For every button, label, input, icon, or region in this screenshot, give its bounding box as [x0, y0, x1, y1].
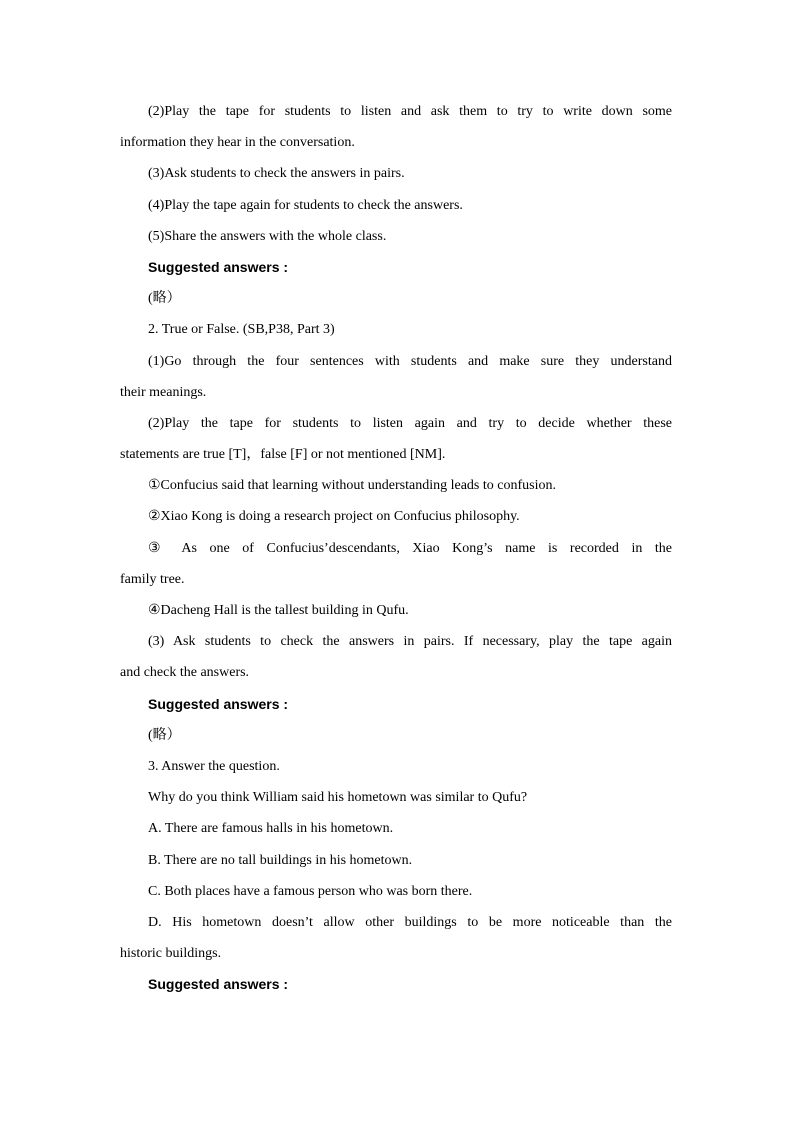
statement-4: ④Dacheng Hall is the tallest building in Qufu.: [148, 603, 409, 618]
tf-step-2-cont: statements are true [T]，false [F] or not mentioned [NM].: [120, 447, 446, 463]
option-b: B. There are no tall buildings in his hometown.: [148, 852, 413, 868]
option-d: D. His hometown doesn’t allow other buildings to be more noticeable than the: [148, 914, 672, 930]
document-page: [120, 96, 672, 1000]
answers-omitted: (略）: [148, 291, 181, 307]
question-text: Why do you think William said his hometown was similar to Qufu?: [148, 790, 528, 806]
tf-step-3: (3) Ask students to check the answers in pairs. If necessary, play the tape again: [148, 634, 672, 650]
section-answer-question: 3. Answer the question.: [148, 758, 280, 774]
answers-omitted: (略）: [148, 727, 181, 743]
step-2-play-tape: (2)Play the tape for students to listen and ask them to try to write down some: [148, 104, 672, 119]
suggested-answers-heading: Suggested answers :: [148, 695, 289, 712]
option-c: C. Both places have a famous person who was born there.: [148, 883, 473, 899]
tf-step-1: (1)Go through the four sentences with students and make sure they understand: [148, 353, 672, 369]
tf-step-2: (2)Play the tape for students to listen again and try to decide whether these: [148, 415, 672, 431]
section-true-or-false: 2. True or False. (SB,P38, Part 3): [148, 322, 335, 338]
statement-3-cont: family tree.: [120, 571, 185, 587]
suggested-answers-heading: Suggested answers :: [148, 258, 289, 275]
tf-step-1-cont: their meanings.: [120, 384, 207, 400]
statement-3: ③ As one of Confucius’descendants, Xiao Kong’s name is recorded in the: [148, 540, 672, 556]
statement-1: ①Confucius said that learning without understanding leads to confusion.: [148, 478, 556, 494]
suggested-answers-heading: Suggested answers :: [148, 976, 289, 993]
step-2-play-tape-cont: information they hear in the conversation.: [120, 135, 355, 151]
option-a: A. There are famous halls in his hometown.: [148, 821, 394, 837]
option-d-cont: historic buildings.: [120, 946, 222, 962]
tf-step-3-cont: and check the answers.: [120, 665, 250, 681]
step-3-check-pairs: (3)Ask students to check the answers in pairs.: [148, 166, 405, 182]
statement-2: ②Xiao Kong is doing a research project on Confucius philosophy.: [148, 509, 520, 525]
step-5-share: (5)Share the answers with the whole class.: [148, 228, 387, 244]
step-4-play-again: (4)Play the tape again for students to check the answers.: [148, 197, 463, 213]
